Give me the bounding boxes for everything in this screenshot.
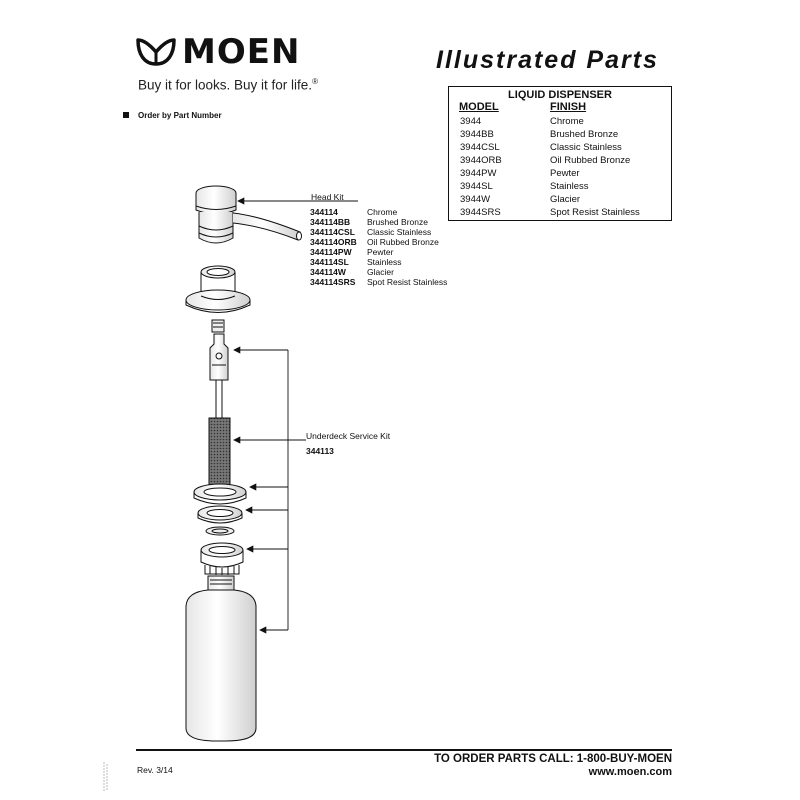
head-kit-row <box>310 217 490 227</box>
underdeck-kit-part-number: 344113 <box>306 446 334 456</box>
footer-divider <box>136 749 672 751</box>
model-number: 3944 <box>460 116 482 127</box>
part-finish: Chrome <box>367 207 398 217</box>
head-kit-row <box>310 257 490 267</box>
part-finish: Glacier <box>367 267 394 277</box>
part-finish: Pewter <box>367 247 394 257</box>
part-number: 344114ORB <box>310 237 357 247</box>
side-print-code <box>102 760 110 794</box>
part-finish: Brushed Bronze <box>367 217 428 227</box>
head-kit-row <box>310 227 490 237</box>
order-note: Order by Part Number <box>123 111 222 120</box>
soap-bottle <box>186 576 256 741</box>
head-kit-row <box>310 277 490 287</box>
revision-label: Rev. 3/14 <box>137 765 173 775</box>
model-finish: Classic Stainless <box>550 142 622 153</box>
model-number: 3944PW <box>460 168 497 179</box>
part-number: 344114SRS <box>310 277 356 287</box>
model-number: 3944SRS <box>460 207 501 218</box>
part-finish: Stainless <box>367 257 402 267</box>
part-number: 344114BB <box>310 217 351 227</box>
underdeck-kit-label: Underdeck Service Kit <box>306 431 391 441</box>
pump-head <box>196 186 302 243</box>
model-finish: Pewter <box>550 168 580 179</box>
model-finish: Spot Resist Stainless <box>550 207 640 218</box>
part-number: 344114W <box>310 267 346 277</box>
brand-name: MOEN <box>182 32 301 72</box>
head-kit-row <box>310 267 490 277</box>
model-finish: Glacier <box>550 194 581 205</box>
model-finish: Oil Rubbed Bronze <box>550 155 631 166</box>
part-number: 344114PW <box>310 247 352 257</box>
brand-tagline: Buy it for looks. Buy it for life.® <box>138 77 318 93</box>
page-title: Illustrated Parts <box>436 46 659 74</box>
model-finish: Brushed Bronze <box>550 129 619 140</box>
head-kit-parts <box>310 207 490 287</box>
column-header-finish: FINISH <box>550 101 587 113</box>
part-finish: Oil Rubbed Bronze <box>367 237 439 247</box>
part-number: 344114CSL <box>310 227 355 237</box>
head-kit-row <box>310 237 490 247</box>
mounting-nut <box>194 484 246 504</box>
model-number: 3944W <box>460 194 491 205</box>
head-kit-label: Head Kit <box>311 192 344 202</box>
part-finish: Spot Resist Stainless <box>367 277 448 287</box>
model-finish: Chrome <box>550 116 584 127</box>
website-link[interactable]: www.moen.com <box>588 766 672 778</box>
model-finish: Stainless <box>550 181 589 192</box>
mounting-collar <box>186 266 250 313</box>
model-number: 3944BB <box>460 129 494 140</box>
table-title: LIQUID DISPENSER <box>508 89 612 101</box>
model-number: 3944CSL <box>460 142 500 153</box>
head-kit-row <box>310 247 490 257</box>
part-finish: Classic Stainless <box>367 227 432 237</box>
part-number: 344114SL <box>310 257 349 267</box>
bottle-adapter <box>201 543 243 575</box>
column-header-model: MODEL <box>459 101 499 113</box>
order-phone: TO ORDER PARTS CALL: 1-800-BUY-MOEN <box>434 753 672 765</box>
head-kit-row <box>310 207 490 217</box>
pump-cylinder <box>209 334 230 498</box>
model-number: 3944SL <box>460 181 493 192</box>
model-number: 3944ORB <box>460 155 502 166</box>
part-number: 344114 <box>310 207 338 217</box>
washer <box>198 506 242 523</box>
